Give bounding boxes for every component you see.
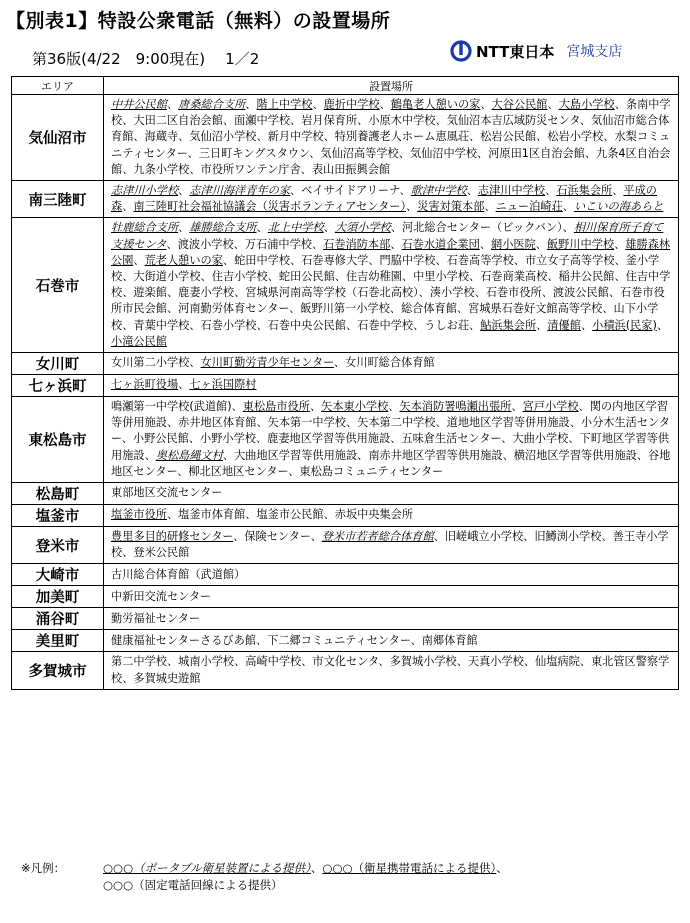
area-name: 登米市 [12,527,104,564]
place-name-marked: 志津川小学校 [111,184,179,198]
place-text: 健康福祉センターさるびあ館、下二郷コミュニティセンター、南郷体育館 [111,633,478,647]
place-name-marked: 雄勝総合支所 [189,221,257,235]
place-text: 、 [480,98,492,111]
place-name-marked: 石浜集会所 [556,184,613,198]
legend-end-separator: 、 [496,861,508,875]
place-name-marked: 歌津中学校 [410,184,467,198]
place-name-marked: 豊里多目的研修センター [111,530,234,544]
area-name: 女川町 [12,353,104,375]
place-text: 、関の内地区学習等併用施設、赤井地区体育館、矢本第一中学校、矢本第二中学校、道地地区学習等併用施設、小分木生活センター、小野公民館、小野小学校、鹿妻地区学習等供用施設、五味倉生活センター、大曲小学校、下町地区学習等供用施設、 [111,400,670,462]
place-name-marked: 唐桑総合支所 [178,98,246,111]
place-text: 、 [178,184,190,198]
table-row [12,564,679,586]
place-text: 、 [256,221,268,235]
place-name-marked: 石巻消防本部 [323,237,391,251]
places-cell [104,630,679,652]
place-text: 、 [390,237,402,251]
area-name: 南三陸町 [12,181,104,218]
legend-line-1 [21,860,508,877]
place-text: 、 [178,378,190,392]
place-text: 、 [245,98,257,111]
place-text: 、 [562,200,574,214]
places-cell [104,353,679,375]
place-name-marked: 登米市若者総合体育館 [321,530,434,544]
place-text: 、 [178,221,190,235]
places-cell [104,483,679,505]
place-name-marked: 大須小学校 [334,221,391,235]
legend-separator: 、 [310,861,323,875]
place-text: 、 [614,237,626,251]
place-text: 、 [388,400,400,414]
table-row [12,652,679,689]
col-header-area: エリア [12,77,104,95]
legend-fixed: ○○○（固定電話回線による提供） [103,878,283,892]
area-name: 大崎市 [12,564,104,586]
legend-satellite: ○○○（衛星携帯電話による提供） [322,861,497,875]
table-row [12,397,679,483]
place-name-marked: 階上中学校 [256,98,313,111]
area-name: 塩釜市 [12,505,104,527]
place-text: 東部地区交流センター [111,486,223,500]
place-name-marked: 七ヶ浜町役場 [111,378,179,392]
place-text: 、 [133,253,145,267]
legend-line-2 [21,877,508,894]
ntt-logo-icon [450,40,472,62]
place-text: 、 [406,200,418,214]
place-name-marked: 矢本消防署鳴瀬出張所 [399,400,512,414]
places-cell [104,652,679,689]
place-name-marked: 南三陸町社会福祉協議会（災害ボランティアセンター） [133,200,407,214]
place-name-marked: 中井公民館 [111,98,167,111]
legend-portable: ○○○（ポータブル衛星装置による提供） [103,861,311,875]
place-name-marked: 北上中学校 [267,221,324,235]
place-name-marked: 矢本東小学校 [321,400,389,414]
place-name-marked: 大島小学校 [558,98,615,111]
place-text: 、 [466,184,478,198]
table-row [12,483,679,505]
area-name: 七ヶ浜町 [12,375,104,397]
place-text: 、河北総合センター（ビックバン）、 [390,221,574,235]
place-text: 第二中学校、城南小学校、高崎中学校、市文化センタ、多賀城小学校、天真小学校、仙塩病院、東北管区警察学校、多賀城史遊館 [111,655,670,685]
place-name-marked: ニュー泊崎荘 [495,200,563,214]
place-text: 女川第二小学校、 [111,356,201,370]
place-name-marked: 大谷公民館 [491,98,548,111]
place-text: 、 [379,98,391,111]
table-row [12,630,679,652]
place-name-marked: 鶴亀老人憩いの家 [390,98,481,111]
table-row [12,527,679,564]
place-text: 、 [580,318,593,332]
area-name: 美里町 [12,630,104,652]
place-text: 勤労福祉センター [111,611,201,625]
table-row [12,95,679,181]
place-name-marked: 災害対策本部 [417,200,485,214]
place-text: 、 [479,237,492,251]
table-body [12,95,679,690]
place-name-marked: 小積浜(民家) [592,318,657,332]
place-name-marked: 荒老人憩いの家 [144,253,223,267]
place-text: 、 [536,318,548,332]
place-name-marked: いこいの海あらと [573,200,664,214]
place-name-marked: 石巻水道企業団 [401,237,480,251]
place-name-marked: 女川町勤労青少年センター [200,356,334,370]
place-name-marked: 奥松島縄文村 [155,448,223,462]
place-text: 古川総合体育館（武道館） [111,567,246,581]
place-text: 、 [323,221,335,235]
place-name-marked: 網小医院 [491,237,536,251]
places-cell [104,181,679,218]
place-text: 、蛇田中学校、石巻専修大学、門脇中学校、石巻高等学校、市立女子高等学校、釜小学校、大街道小学校、住吉小学校、蛇田公民館、住吉幼稚園、中里小学校、石巻商業高校、稲井公民館、住吉中学校、遊楽館、鹿妻小学校、宮城県河南高等学校（石巻北高校）、湊小学校、石巻市役所、渡波公民館、石巻市役所市民会館、河南勤労体育センター、飯野川第一小学校、総合体育館、宮城県石巻好文館高等学校、山下小学校、青葉中学校、石巻小学校、石巻中央公民館、石巻中学校、うしお荘、 [111,253,671,332]
place-text: 、渡波小学校、万石浦中学校、 [166,237,324,251]
place-text: 鳴瀬第一中学校(武道館)、 [111,400,243,414]
table-row [12,586,679,608]
page-number: 1／2 [225,50,260,68]
place-name-marked: 小滝公民館 [111,334,167,348]
branch-name: 宮城支店 [566,44,623,60]
table-row [12,353,679,375]
place-name-marked: 平成の森 [111,184,657,214]
area-name: 気仙沼市 [12,95,104,181]
table-row [12,505,679,527]
table-row [12,218,679,353]
ntt-logo [450,40,622,62]
area-name: 多賀城市 [12,652,104,689]
col-header-places: 設置場所 [104,77,679,95]
legend [21,860,508,894]
table-row [12,375,679,397]
place-name-marked: 宮戸小学校 [522,400,579,414]
places-cell [104,564,679,586]
place-text: 、 [656,318,669,332]
edition-label: 第36版(4/22 9:00現在) [32,50,206,68]
installation-table [11,76,679,690]
place-name-marked: 鹿折中学校 [323,98,380,111]
area-name: 涌谷町 [12,608,104,630]
places-cell [104,95,679,181]
places-cell [104,397,679,483]
table-header-row [12,77,679,95]
place-text: 、大曲地区学習等供用施設、南赤井地区学習等供用施設、横沼地区学習等供用施設、谷地地区センター、柳北区地区センター、東松島コミュニティセンター [111,448,671,478]
place-name-marked: 志津川海洋青年の家 [189,184,291,198]
area-name: 松島町 [12,483,104,505]
place-name-marked: 塩釜市役所 [111,508,167,522]
page-title: 【別表1】特設公衆電話（無料）の設置場所 [6,10,391,32]
place-name-marked: 牡鹿総合支所 [111,221,179,235]
place-name-marked: 鮎浜集会所 [480,318,537,332]
place-text: 、塩釜市体育館、塩釜市公民館、赤坂中央集会所 [166,508,414,522]
place-text: 、保険センター、 [233,530,322,544]
logo-brand-text: NTT東日本 [476,42,555,61]
places-cell [104,505,679,527]
place-name-marked: 相川保育所子育て支援センタ [111,221,664,251]
place-text: 、 [612,184,624,198]
legend-label: ※凡例： [21,861,66,875]
place-text: 、旧嵯峨立小学校、旧鱒渕小学校、善王寺小学校、登米公民館 [111,530,669,560]
table-row [12,608,679,630]
place-text: 、 [511,400,523,414]
place-text: 、 [547,98,559,111]
places-cell [104,527,679,564]
place-text: 、 [545,184,557,198]
place-text: 、 [166,98,179,111]
places-cell [104,586,679,608]
area-name: 東松島市 [12,397,104,483]
place-text: 、条南中学校、大田二区自治会館、面瀬中学校、岩月保育所、小原木中学校、気仙沼本吉広域防災センタ、気仙沼市総合体育館、海蔵寺、気仙沼小学校、新月中学校、特別養護老人ホーム恵風荘、松岩公民館、松岩小学校、水梨コミュニティセンター、三日町キングスタウン、気仙沼高等学校、気仙沼中学校、河原田1区自治会館、九条4区自治会館、九条小学校、市役所ワンテン庁舎、表山田振興会館 [111,98,671,176]
place-text: 、ベイサイドアリーナ、 [290,184,411,198]
place-text: 、 [309,400,322,414]
place-text: 中新田交流センター [111,589,212,603]
place-name-marked: 飯野川中学校 [546,237,615,251]
place-text: 、 [535,237,547,251]
table-row [12,181,679,218]
place-text: 、 [484,200,496,214]
place-text: 、 [122,200,134,214]
area-name: 石巻市 [12,218,104,353]
place-text: 、 [312,98,324,111]
places-cell [104,218,679,353]
place-name-marked: 雄勝森林公園 [111,237,671,267]
place-name-marked: 七ヶ浜国際村 [189,378,257,392]
place-name-marked: 志津川中学校 [477,184,546,198]
places-cell [104,608,679,630]
place-name-marked: 清優館 [547,318,581,332]
place-text: 、女川町総合体育館 [333,356,435,370]
edition-line [32,48,259,69]
places-cell [104,375,679,397]
area-name: 加美町 [12,586,104,608]
place-name-marked: 東松島市役所 [242,400,310,414]
